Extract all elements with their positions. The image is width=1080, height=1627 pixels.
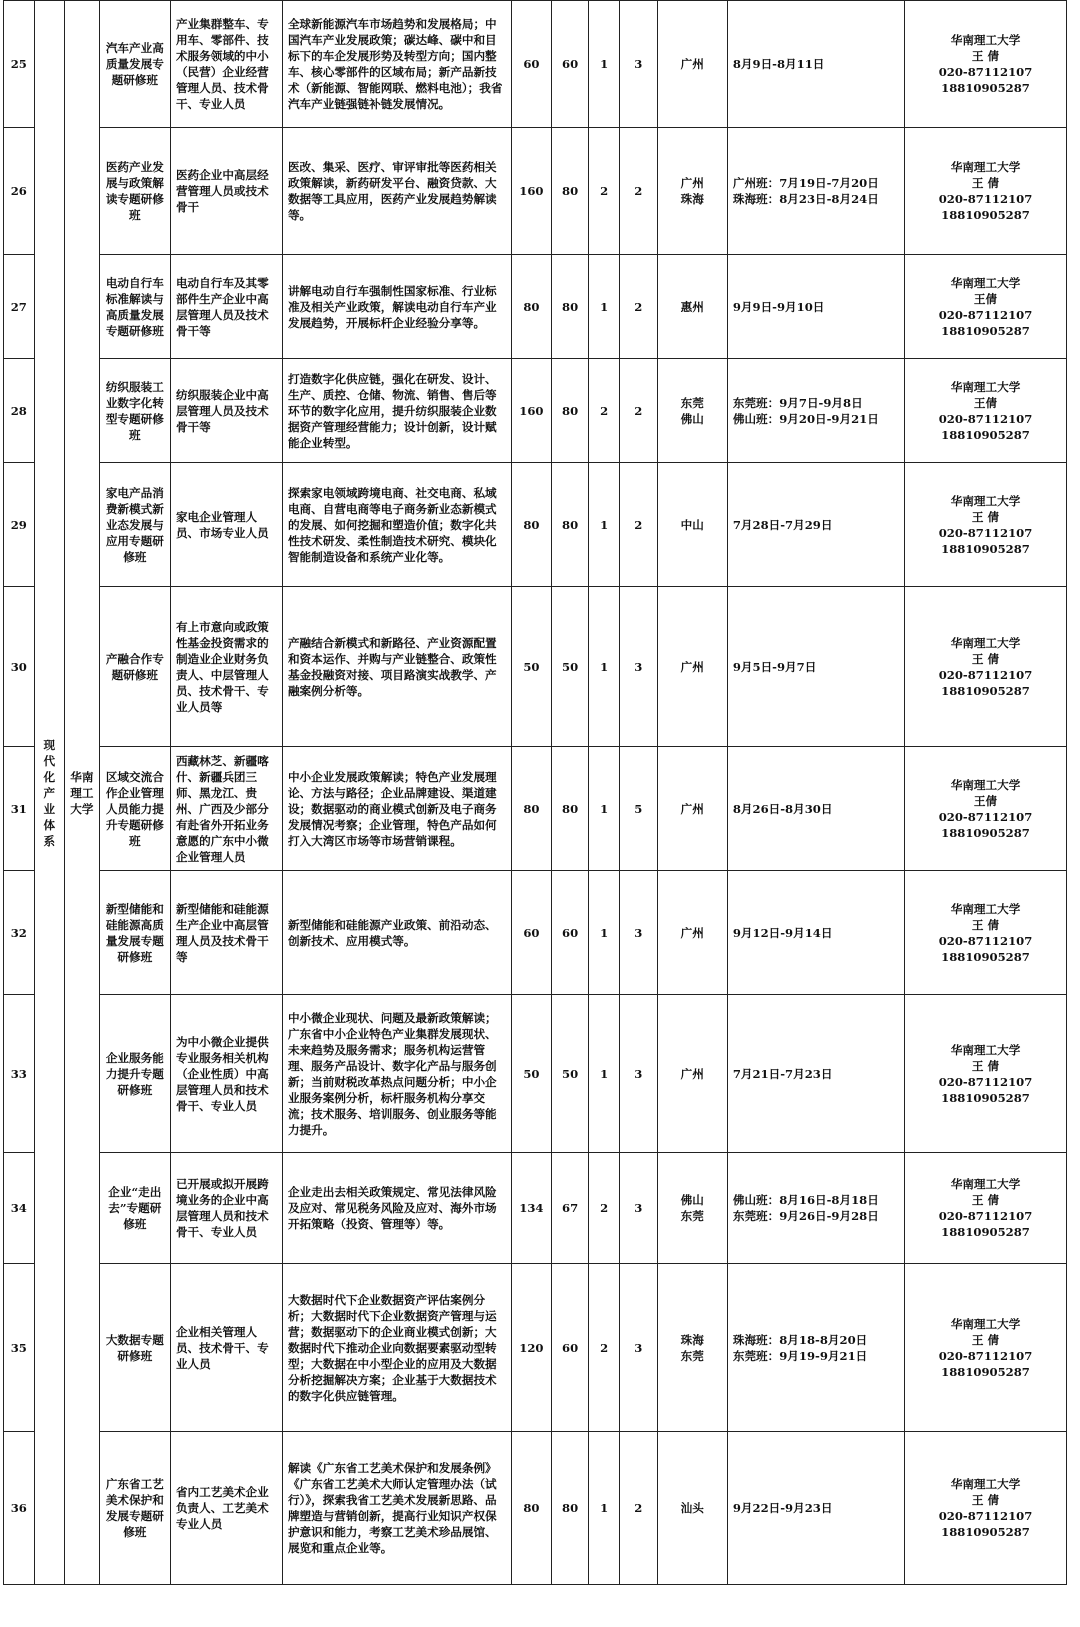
contact-person: 王 倩 — [971, 49, 1000, 63]
course-content: 大数据时代下企业数据资产评估案例分析；大数据时代下企业数据资产管理与运营；数据驱动下的企业商业模式创新；大数据时代下推动企业向数据要素驱动型转型；大数据在中小型企业的应用及大数据分析挖掘解决方案；企业基于大数据技术的数字化供应链管理。 — [282, 1264, 511, 1432]
course-content: 解读《广东省工艺美术保护和发展条例》《广东省工艺美术大师认定管理办法（试行）》，探索我省工艺美术发展新思路、品牌塑造与营销创新，提高行业知识产权保护意识和能力，考察工艺美术珍品展馆、展览和重点企业等。 — [282, 1432, 511, 1585]
training-time — [727, 995, 904, 1153]
location-city: 广州 — [680, 176, 704, 190]
class-count: 1 — [589, 1432, 620, 1585]
trainees-per-class: 60 — [551, 1, 589, 128]
total-trainees: 50 — [512, 995, 552, 1153]
contact-phone: 020-87112107 — [938, 1209, 1033, 1223]
training-days: 2 — [619, 359, 657, 463]
table-row — [4, 1153, 1067, 1264]
location-city: 汕头 — [680, 1501, 704, 1515]
trainees-per-class: 50 — [551, 995, 589, 1153]
class-count: 1 — [589, 587, 620, 747]
time-range: 9月9日-9月10日 — [732, 299, 825, 314]
contact-person: 王倩 — [973, 395, 998, 410]
class-count: 1 — [589, 255, 620, 359]
target-audience: 医药企业中高层经营管理人员或技术骨干 — [170, 128, 282, 255]
course-content: 全球新能源汽车市场趋势和发展格局；中国汽车产业发展政策；碳达峰、碳中和目标下的车企发展形势及转型方向；国内整车、核心零部件的区域布局；新产品新技术（新能源、智能网联、燃料电池）；我省汽车产业链强链补链发展情况。 — [282, 1, 511, 128]
contact-mobile: 18810905287 — [941, 208, 1030, 222]
total-trainees: 60 — [512, 1, 552, 128]
total-trainees: 160 — [512, 359, 552, 463]
time-range: 9月12日-9月14日 — [732, 925, 833, 940]
training-location — [657, 1264, 727, 1432]
total-trainees: 60 — [512, 871, 552, 995]
total-trainees: 134 — [512, 1153, 552, 1264]
class-count: 1 — [589, 871, 620, 995]
time-range: 东莞班：9月26日-9月28日 — [732, 1209, 879, 1223]
contact-info — [905, 359, 1067, 463]
row-index: 29 — [4, 463, 35, 587]
table-row — [4, 1, 1067, 128]
class-count: 1 — [589, 463, 620, 587]
organizer-cell: 华南理工大学 — [65, 1, 100, 1585]
contact-person: 王 倩 — [971, 1193, 1000, 1207]
trainees-per-class: 60 — [551, 871, 589, 995]
course-name: 纺织服装工业数字化转型专题研修班 — [99, 359, 170, 463]
course-content: 中小企业发展政策解读；特色产业发展理论、方法与路径；企业品牌建设、渠道建设；数据驱动的商业模式创新及电子商务发展情况考察；企业管理，特色产品如何打入大湾区市场等市场营销课程。 — [282, 747, 511, 871]
training-days: 3 — [619, 1264, 657, 1432]
time-range: 9月22日-9月23日 — [732, 1501, 833, 1515]
location-city: 广州 — [680, 925, 704, 940]
training-location — [657, 255, 727, 359]
training-days: 3 — [619, 871, 657, 995]
training-time — [727, 463, 904, 587]
contact-org: 华南理工大学 — [950, 1477, 1021, 1491]
target-audience: 省内工艺美术企业负责人、工艺美术专业人员 — [170, 1432, 282, 1585]
course-content: 企业走出去相关政策规定、常见法律风险及应对、常见税务风险及应对、海外市场开拓策略（投资、管理等）等。 — [282, 1153, 511, 1264]
contact-info — [905, 1, 1067, 128]
contact-org: 华南理工大学 — [950, 275, 1021, 290]
contact-person: 王 倩 — [971, 1493, 1000, 1507]
contact-phone: 020-87112107 — [938, 809, 1033, 824]
contact-person: 王 倩 — [971, 651, 1000, 666]
contact-phone: 020-87112107 — [938, 1348, 1033, 1363]
contact-mobile: 18810905287 — [941, 683, 1030, 698]
contact-org: 华南理工大学 — [950, 33, 1021, 47]
total-trainees: 50 — [512, 587, 552, 747]
trainees-per-class: 80 — [551, 128, 589, 255]
course-name: 企业“走出去”专题研修班 — [99, 1153, 170, 1264]
target-audience: 新型储能和硅能源生产企业中高层管理人员及技术骨干等 — [170, 871, 282, 995]
trainees-per-class: 67 — [551, 1153, 589, 1264]
total-trainees: 80 — [512, 747, 552, 871]
contact-org: 华南理工大学 — [950, 901, 1021, 916]
table-row — [4, 128, 1067, 255]
trainees-per-class: 50 — [551, 587, 589, 747]
contact-person: 王倩 — [973, 793, 998, 808]
training-location — [657, 128, 727, 255]
location-city: 佛山 — [680, 411, 704, 426]
location-city: 珠海 — [680, 1332, 704, 1347]
contact-org: 华南理工大学 — [950, 777, 1021, 792]
contact-mobile: 18810905287 — [941, 1525, 1030, 1539]
course-content: 新型储能和硅能源产业政策、前沿动态、创新技术、应用模式等。 — [282, 871, 511, 995]
location-city: 东莞 — [680, 395, 704, 410]
trainees-per-class: 60 — [551, 1264, 589, 1432]
training-location — [657, 995, 727, 1153]
contact-phone: 020-87112107 — [938, 192, 1033, 206]
contact-info — [905, 1432, 1067, 1585]
total-trainees: 120 — [512, 1264, 552, 1432]
course-content: 打造数字化供应链，强化在研发、设计、生产、质控、仓储、物流、销售、售后等环节的数字化应用，提升纺织服装企业数据资产管理经营能力；设计创新，设计赋能企业转型。 — [282, 359, 511, 463]
training-days: 2 — [619, 1432, 657, 1585]
contact-phone: 020-87112107 — [938, 1074, 1033, 1089]
class-count: 1 — [589, 747, 620, 871]
target-audience: 企业相关管理人员、技术骨干、专业人员 — [170, 1264, 282, 1432]
contact-mobile: 18810905287 — [941, 81, 1030, 95]
course-name: 新型储能和硅能源高质量发展专题研修班 — [99, 871, 170, 995]
contact-person: 王 倩 — [971, 1058, 1000, 1073]
course-name: 家电产品消费新模式新业态发展与应用专题研修班 — [99, 463, 170, 587]
time-range: 东莞班：9月19-9月21日 — [732, 1348, 868, 1363]
location-city: 广州 — [680, 1066, 704, 1081]
time-range: 7月21日-7月23日 — [732, 1066, 833, 1081]
training-location — [657, 1153, 727, 1264]
contact-mobile: 18810905287 — [941, 949, 1030, 964]
training-days: 2 — [619, 128, 657, 255]
contact-org: 华南理工大学 — [950, 635, 1021, 650]
target-audience: 西藏林芝、新疆喀什、新疆兵团三师、黑龙江、贵州、广西及少部分有赴省外开拓业务意愿的广东中小微企业管理人员 — [170, 747, 282, 871]
course-name: 汽车产业高质量发展专题研修班 — [99, 1, 170, 128]
training-time — [727, 1432, 904, 1585]
location-city: 中山 — [680, 517, 704, 532]
location-city: 珠海 — [680, 192, 704, 206]
location-city: 东莞 — [680, 1348, 704, 1363]
contact-mobile: 18810905287 — [941, 1225, 1030, 1239]
course-name: 电动自行车标准解读与高质量发展专题研修班 — [99, 255, 170, 359]
total-trainees: 160 — [512, 128, 552, 255]
training-days: 3 — [619, 1, 657, 128]
time-range: 8月9日-8月11日 — [732, 57, 825, 71]
target-audience: 纺织服装企业中高层管理人员及技术骨干等 — [170, 359, 282, 463]
training-location — [657, 747, 727, 871]
contact-phone: 020-87112107 — [938, 307, 1033, 322]
training-location — [657, 1, 727, 128]
contact-phone: 020-87112107 — [938, 933, 1033, 948]
time-range: 东莞班：9月7日-9月8日 — [732, 395, 863, 410]
contact-org: 华南理工大学 — [950, 493, 1021, 508]
contact-info — [905, 587, 1067, 747]
location-city: 广州 — [680, 659, 704, 674]
contact-info — [905, 128, 1067, 255]
training-time — [727, 359, 904, 463]
contact-mobile: 18810905287 — [941, 427, 1030, 442]
training-days: 3 — [619, 1153, 657, 1264]
contact-phone: 020-87112107 — [938, 411, 1033, 426]
training-time — [727, 255, 904, 359]
training-location — [657, 359, 727, 463]
trainees-per-class: 80 — [551, 463, 589, 587]
contact-person: 王 倩 — [971, 509, 1000, 524]
time-range: 7月28日-7月29日 — [732, 517, 833, 532]
contact-mobile: 18810905287 — [941, 1364, 1030, 1379]
contact-mobile: 18810905287 — [941, 1090, 1030, 1105]
contact-info — [905, 995, 1067, 1153]
contact-org: 华南理工大学 — [950, 1177, 1021, 1191]
target-audience: 有上市意向或政策性基金投资需求的制造业企业财务负责人、中层管理人员、技术骨干、专业人员等 — [170, 587, 282, 747]
table-row — [4, 587, 1067, 747]
course-name: 区域交流合作企业管理人员能力提升专题研修班 — [99, 747, 170, 871]
table-row — [4, 747, 1067, 871]
time-range: 佛山班：9月20日-9月21日 — [732, 411, 879, 426]
contact-info — [905, 1264, 1067, 1432]
training-location — [657, 463, 727, 587]
contact-phone: 020-87112107 — [938, 1509, 1033, 1523]
course-name: 产融合作专题研修班 — [99, 587, 170, 747]
total-trainees: 80 — [512, 1432, 552, 1585]
trainees-per-class: 80 — [551, 747, 589, 871]
training-time — [727, 128, 904, 255]
target-audience: 为中小微企业提供专业服务相关机构（企业性质）中高层管理人员和技术骨干、专业人员 — [170, 995, 282, 1153]
contact-person: 王 倩 — [971, 917, 1000, 932]
table-row — [4, 359, 1067, 463]
row-index: 25 — [4, 1, 35, 128]
time-range: 珠海班：8月23日-8月24日 — [732, 192, 879, 206]
row-index: 30 — [4, 587, 35, 747]
contact-info — [905, 463, 1067, 587]
contact-org: 华南理工大学 — [950, 1316, 1021, 1331]
location-city: 佛山 — [680, 1193, 704, 1207]
row-index: 36 — [4, 1432, 35, 1585]
class-count: 1 — [589, 995, 620, 1153]
table-row — [4, 1432, 1067, 1585]
time-range: 9月5日-9月7日 — [732, 659, 817, 674]
contact-info — [905, 1153, 1067, 1264]
training-days: 2 — [619, 255, 657, 359]
training-location — [657, 587, 727, 747]
contact-phone: 020-87112107 — [938, 65, 1033, 79]
contact-phone: 020-87112107 — [938, 525, 1033, 540]
time-range: 佛山班：8月16日-8月18日 — [732, 1193, 879, 1207]
time-range: 珠海班：8月18-8月20日 — [732, 1332, 868, 1347]
row-index: 33 — [4, 995, 35, 1153]
training-location — [657, 1432, 727, 1585]
course-name: 广东省工艺美术保护和发展专题研修班 — [99, 1432, 170, 1585]
location-city: 东莞 — [680, 1209, 704, 1223]
contact-org: 华南理工大学 — [950, 379, 1021, 394]
class-count: 2 — [589, 1264, 620, 1432]
time-range: 广州班：7月19日-7月20日 — [732, 176, 879, 190]
table-body — [4, 1, 1067, 1585]
contact-mobile: 18810905287 — [941, 825, 1030, 840]
class-count: 2 — [589, 128, 620, 255]
contact-person: 王 倩 — [971, 1332, 1000, 1347]
training-days: 2 — [619, 463, 657, 587]
course-content: 产融结合新模式和新路径、产业资源配置和资本运作、并购与产业链整合、政策性基金投融资对接、项目路演实战教学、产融案例分析等。 — [282, 587, 511, 747]
class-count: 2 — [589, 1153, 620, 1264]
location-city: 广州 — [680, 801, 704, 816]
training-time — [727, 587, 904, 747]
trainees-per-class: 80 — [551, 359, 589, 463]
training-time — [727, 1153, 904, 1264]
training-days: 5 — [619, 747, 657, 871]
category-cell: 现代化产业体系 — [34, 1, 65, 1585]
class-count: 2 — [589, 359, 620, 463]
contact-org: 华南理工大学 — [950, 160, 1021, 174]
course-schedule-table — [3, 0, 1067, 1585]
target-audience: 电动自行车及其零部件生产企业中高层管理人员及技术骨干等 — [170, 255, 282, 359]
table-row — [4, 255, 1067, 359]
contact-mobile: 18810905287 — [941, 541, 1030, 556]
contact-org: 华南理工大学 — [950, 1042, 1021, 1057]
course-name: 企业服务能力提升专题研修班 — [99, 995, 170, 1153]
trainees-per-class: 80 — [551, 255, 589, 359]
target-audience: 家电企业管理人员、市场专业人员 — [170, 463, 282, 587]
contact-info — [905, 255, 1067, 359]
training-time — [727, 871, 904, 995]
total-trainees: 80 — [512, 463, 552, 587]
table-row — [4, 995, 1067, 1153]
course-content: 探索家电领域跨境电商、社交电商、私域电商、自营电商等电子商务新业态新模式的发展、如何挖掘和塑造价值；数字化共性技术研发、柔性制造技术研究、模块化智能制造设备和系统产业化等。 — [282, 463, 511, 587]
location-city: 惠州 — [680, 299, 704, 314]
training-days: 3 — [619, 995, 657, 1153]
course-name: 大数据专题研修班 — [99, 1264, 170, 1432]
contact-person: 王倩 — [973, 291, 998, 306]
training-days: 3 — [619, 587, 657, 747]
time-range: 8月26日-8月30日 — [732, 801, 833, 816]
row-index: 26 — [4, 128, 35, 255]
row-index: 32 — [4, 871, 35, 995]
training-time — [727, 747, 904, 871]
row-index: 34 — [4, 1153, 35, 1264]
total-trainees: 80 — [512, 255, 552, 359]
contact-person: 王 倩 — [971, 176, 1000, 190]
contact-mobile: 18810905287 — [941, 323, 1030, 338]
course-content: 讲解电动自行车强制性国家标准、行业标准及相关产业政策，解读电动自行车产业发展趋势，开展标杆企业经验分享等。 — [282, 255, 511, 359]
class-count: 1 — [589, 1, 620, 128]
location-city: 广州 — [680, 57, 704, 71]
training-location — [657, 871, 727, 995]
contact-info — [905, 747, 1067, 871]
trainees-per-class: 80 — [551, 1432, 589, 1585]
course-content: 医改、集采、医疗、审评审批等医药相关政策解读，新药研发平台、融资贷款、大数据等工具应用，医药产业发展趋势解读等。 — [282, 128, 511, 255]
table-row — [4, 463, 1067, 587]
target-audience: 产业集群整车、专用车、零部件、技术服务领域的中小（民营）企业经营管理人员、技术骨干、专业人员 — [170, 1, 282, 128]
row-index: 27 — [4, 255, 35, 359]
table-row — [4, 1264, 1067, 1432]
target-audience: 已开展或拟开展跨境业务的企业中高层管理人员和技术骨干、专业人员 — [170, 1153, 282, 1264]
contact-phone: 020-87112107 — [938, 667, 1033, 682]
training-time — [727, 1, 904, 128]
row-index: 28 — [4, 359, 35, 463]
training-time — [727, 1264, 904, 1432]
table-row — [4, 871, 1067, 995]
contact-info — [905, 871, 1067, 995]
row-index: 31 — [4, 747, 35, 871]
course-name: 医药产业发展与政策解读专题研修班 — [99, 128, 170, 255]
row-index: 35 — [4, 1264, 35, 1432]
course-content: 中小微企业现状、问题及最新政策解读；广东省中小企业特色产业集群发展现状、未来趋势及服务需求；服务机构运营管理、服务产品设计、数字化产品与服务创新；当前财税改革热点问题分析；中小企业服务案例分析，标杆服务机构分享交流；技术服务、培训服务、创业服务等能力提升。 — [282, 995, 511, 1153]
